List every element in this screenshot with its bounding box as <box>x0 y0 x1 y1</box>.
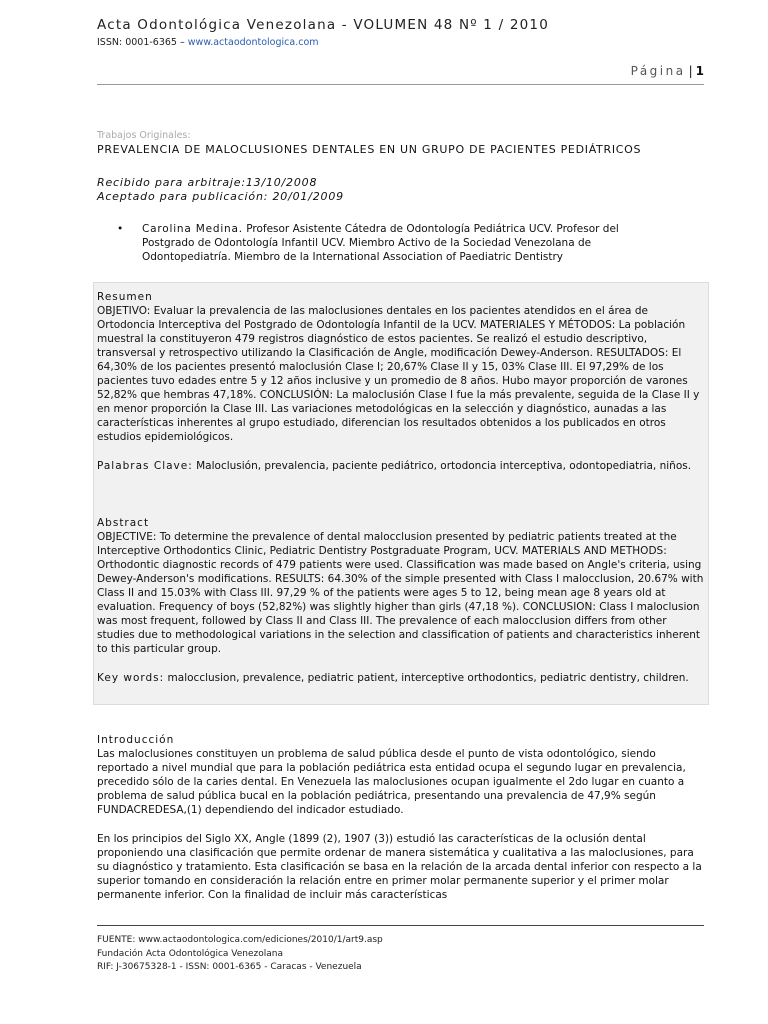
author-item <box>117 222 665 264</box>
article-dates <box>97 176 344 204</box>
footer-divider <box>97 925 704 926</box>
footer-foundation: Fundación Acta Odontológica Venezolana <box>97 948 283 959</box>
bullet-icon: • <box>117 223 124 235</box>
article-title: PREVALENCIA DE MALOCLUSIONES DENTALES EN UN GRUPO DE PACIENTES PEDIÁTRICOS <box>97 143 642 156</box>
journal-issn <box>97 37 319 48</box>
author-text <box>142 222 665 264</box>
introduccion-paragraph-2: En los principios del Siglo XX, Angle (1899 (2), 1907 (3)) estudió las características de la oclusión dental proponiendo una clasificación que permite ordenar de manera sistemática y cualitativa a las maloclusiones, para su diagnóstico y tratamiento. Esta clasificación se basa en la relación de la arcada dental inferior con respecto a la superior tomando en consideración la relación entre en primer molar permanente superior y el primer molar permanente inferior. Con la finalidad de incluir más características <box>97 833 702 901</box>
footer-source: FUENTE: www.actaodontologica.com/ediciones/2010/1/art9.asp <box>97 935 383 945</box>
resumen-heading: Resumen <box>97 291 153 303</box>
author-name: Carolina Medina. <box>142 223 243 235</box>
accepted-date: Aceptado para publicación: 20/01/2009 <box>97 190 344 203</box>
introduccion-heading: Introducción <box>97 734 175 746</box>
page-separator: | <box>688 64 693 78</box>
abstract-heading: Abstract <box>97 517 150 529</box>
page-number: 1 <box>695 64 704 78</box>
header-divider <box>97 84 704 85</box>
palabras-clave-label: Palabras Clave: <box>97 460 193 472</box>
resumen-keywords <box>97 459 707 473</box>
resumen-body: OBJETIVO: Evaluar la prevalencia de las maloclusiones dentales en los pacientes atendidos en el área de Ortodoncia Interceptiva del Postgrado de Odontología Infantil de la UCV. MATERIALES Y MÉTODOS: La población muestral la constituyeron 479 registros diagnóstico de estos pacientes. Se realizó el estudio descriptivo, transversal y retrospectivo utilizando la Clasificación de Angle, modificación Dewey-Anderson. RESULTADOS: El 64,30% de los pacientes presentó maloclusión Clase I; 20,67% Clase II y 15, 03% Clase III. El 97,29% de los pacientes tuvo edades entre 5 y 12 años inclusive y un promedio de 8 años. Hubo mayor proporción de varones 52,82% que hembras 47,18%. CONCLUSIÓN: La maloclusión Clase I fue la más prevalente, seguida de la Clase II y en menor proporción la Clase III. Las variaciones metodológicas en la selección y diagnóstico, aunadas a las características inherentes al grupo estudiado, diferencian los resultados obtenidos a los publicados en otros estudios epidemiológicos. <box>97 305 700 443</box>
received-date: Recibido para arbitraje:13/10/2008 <box>97 176 318 189</box>
abstract-body: OBJECTIVE: To determine the prevalence of dental malocclusion presented by pediatric patients treated at the Interceptive Orthodontics Clinic, Pediatric Dentistry Postgraduate Program, UCV. MATERIALS AND METHODS: Orthodontic diagnostic records of 479 patients were used. Classification was made based on Angle's criteria, using Dewey-Anderson's modifications. RESULTS: 64.30% of the simple presented with Class I malocclusion, 20.67% with Class II and 15.03% with Class III. 97,29 % of the patients were ages 5 to 12, being mean age 8 years old at evaluation. Frequency of boys (52,82%) was slightly higher than girls (47,18 %). CONCLUSION: Class I maloclusion was most frequent, followed by Class II and Class III. The prevalence of each malocclusion differs from other studies due to methodological variations in the selection and classification of patients and characteristics inherent to this particular group. <box>97 531 704 655</box>
issn-text: ISSN: 0001-6365 – <box>97 37 185 48</box>
section-label: Trabajos Originales: <box>97 130 191 141</box>
journal-url-link[interactable]: www.actaodontologica.com <box>187 37 319 48</box>
key-words-label: Key words: <box>97 672 165 684</box>
page-word: Página <box>630 64 686 78</box>
introduccion-paragraph-1: Las maloclusiones constituyen un problema de salud pública desde el punto de vista odontológico, siendo reportado a nivel mundial que para la población pediátrica esta entidad ocupa el segundo lugar en prevalencia, precedido sólo de la caries dental. En Venezuela las maloclusiones ocupan igualmente el 2do lugar en cuanto a problema de salud pública bucal en la población pediátrica, presentando una prevalencia de 47,9% según FUNDACREDESA,(1) dependiendo del indicador estudiado. <box>97 748 686 816</box>
page-number-indicator <box>631 64 704 78</box>
palabras-clave-text: Maloclusión, prevalencia, paciente pediátrico, ortodoncia interceptiva, odontopediatria, niños. <box>196 460 692 472</box>
page-footer <box>97 934 383 975</box>
key-words-text: malocclusion, prevalence, pediatric patient, interceptive orthodontics, pediatric dentistry, children. <box>167 672 689 684</box>
author-affiliation: Profesor Asistente Cátedra de Odontología Pediátrica UCV. Profesor del Postgrado de Odontología Infantil UCV. Miembro Activo de la Sociedad Venezolana de Odontopediatría. Miembro de la International Association of Paediatric Dentistry <box>142 223 619 263</box>
journal-header-title: Acta Odontológica Venezolana - VOLUMEN 48 Nº 1 / 2010 <box>97 17 549 33</box>
abstract-keywords <box>97 671 707 685</box>
footer-rif: RIF: J-30675328-1 - ISSN: 0001-6365 - Caracas - Venezuela <box>97 962 362 972</box>
